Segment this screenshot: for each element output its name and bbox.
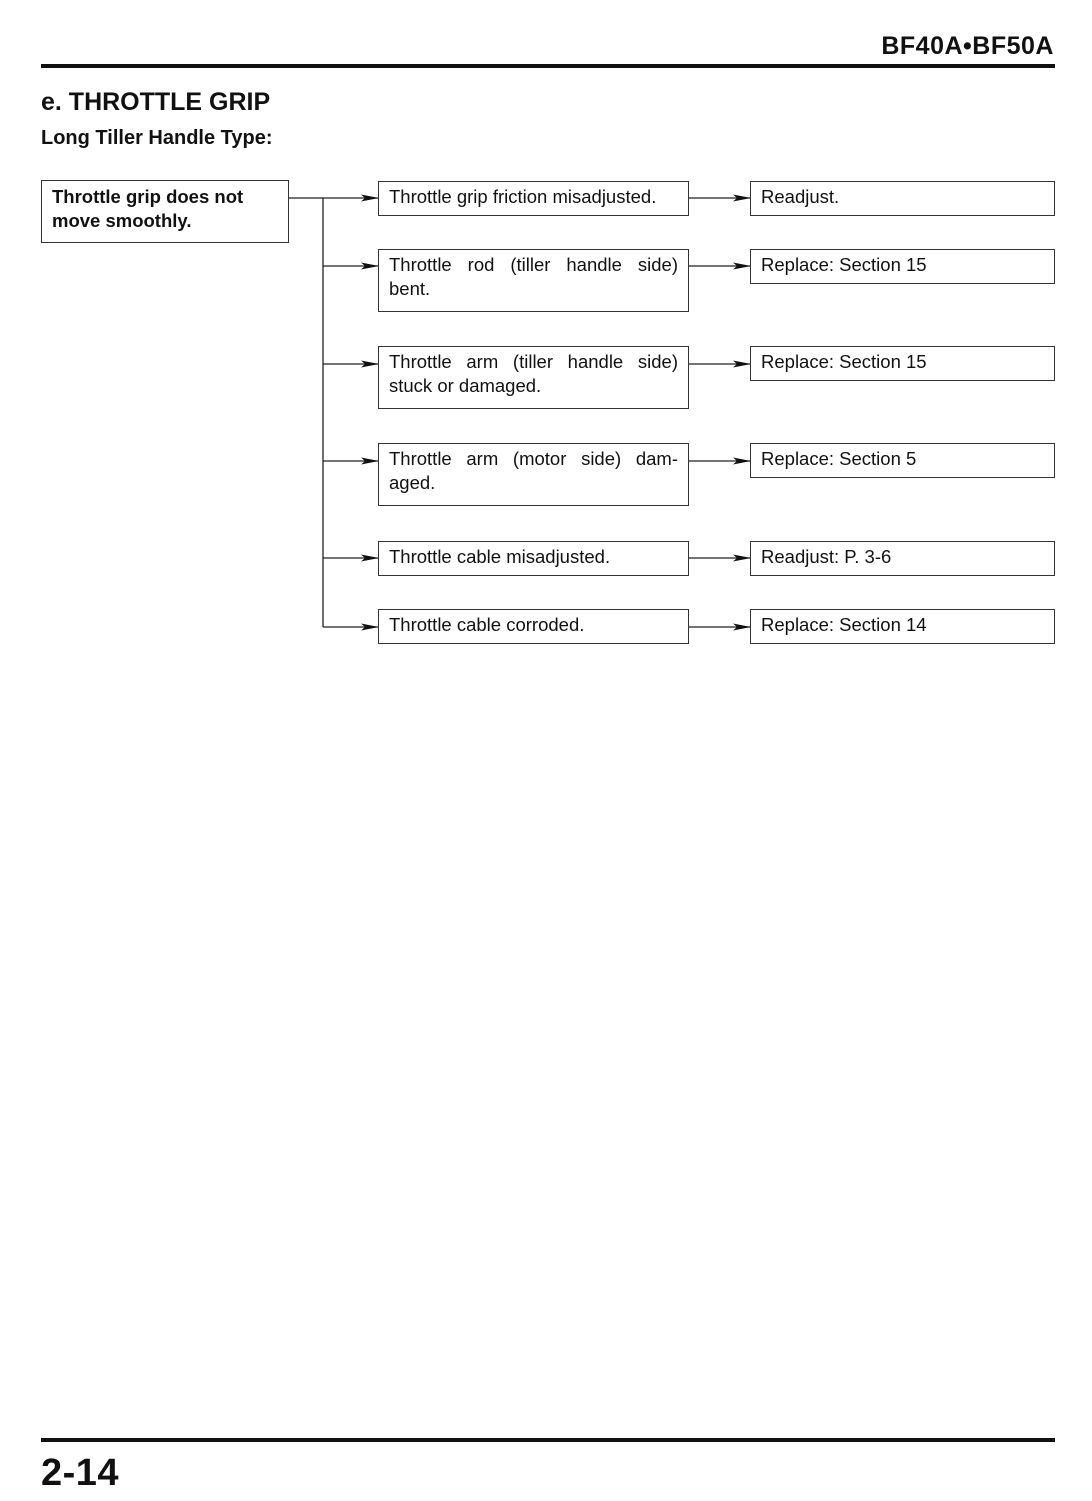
remedy-box-4: Replace: Section 5 [750,443,1055,478]
page-number: 2-14 [41,1452,120,1494]
section-title: e. THROTTLE GRIP [41,88,271,116]
cause-box-3: Throttle arm (tiller handle side) stuck or damaged. [378,346,689,409]
cause-box-5: Throttle cable misadjusted. [378,541,689,576]
cause-box-2: Throttle rod (tiller handle side) bent. [378,249,689,312]
remedy-box-5: Readjust: P. 3-6 [750,541,1055,576]
remedy-box-1: Readjust. [750,181,1055,216]
remedy-box-3: Replace: Section 15 [750,346,1055,381]
cause-box-6: Throttle cable corroded. [378,609,689,644]
section-subtitle: Long Tiller Handle Type: [41,127,273,149]
remedy-box-2: Replace: Section 15 [750,249,1055,284]
remedy-box-6: Replace: Section 14 [750,609,1055,644]
cause-box-1: Throttle grip friction misadjusted. [378,181,689,216]
model-designation: BF40A•BF50A [881,32,1054,60]
cause-box-4: Throttle arm (motor side) dam-aged. [378,443,689,506]
symptom-box: Throttle grip does not move smoothly. [41,180,289,243]
footer-rule [41,1438,1055,1442]
